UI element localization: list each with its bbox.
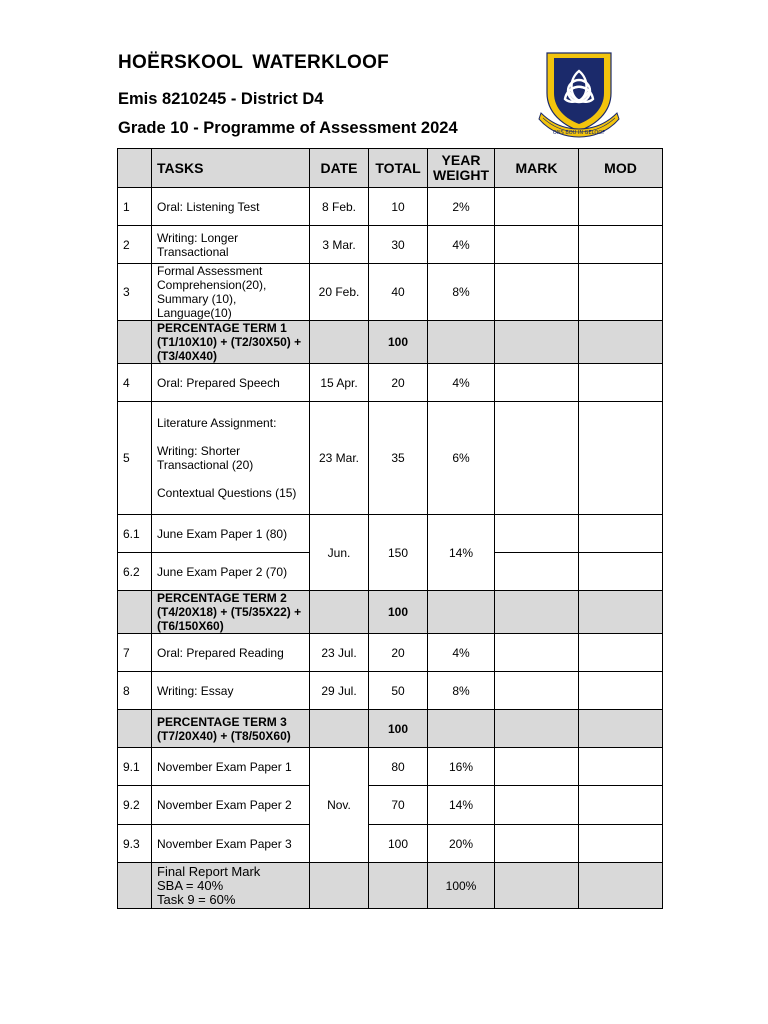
task-weight: 16% <box>428 748 495 786</box>
task-name: Oral: Prepared Speech <box>152 364 310 402</box>
mark-cell[interactable] <box>495 515 579 553</box>
task-weight: 6% <box>428 402 495 515</box>
mark-cell[interactable] <box>495 672 579 710</box>
task-total: 70 <box>369 786 428 825</box>
task-date: 15 Apr. <box>310 364 369 402</box>
task-weight: 4% <box>428 634 495 672</box>
task-total: 150 <box>369 515 428 591</box>
mark-cell[interactable] <box>495 553 579 591</box>
mark-cell[interactable] <box>495 321 579 364</box>
mark-cell[interactable] <box>495 863 579 909</box>
mod-cell[interactable] <box>579 515 663 553</box>
task-weight: 8% <box>428 672 495 710</box>
task-date: 20 Feb. <box>310 264 369 321</box>
task-date: 3 Mar. <box>310 226 369 264</box>
term-formula: PERCENTAGE TERM 3 (T7/20X40) + (T8/50X60) <box>152 710 310 748</box>
mod-cell[interactable] <box>579 710 663 748</box>
table-row <box>118 188 663 226</box>
header-tasks: TASKS <box>152 149 310 188</box>
term-total: 100 <box>369 321 428 364</box>
header-weight-line2: WEIGHT <box>433 167 489 183</box>
table-row <box>118 634 663 672</box>
empty-cell <box>118 591 152 634</box>
task-num: 9.1 <box>118 748 152 786</box>
task-total: 50 <box>369 672 428 710</box>
task-total: 40 <box>369 264 428 321</box>
task-weight: 4% <box>428 226 495 264</box>
task-date: 23 Jul. <box>310 634 369 672</box>
task-weight: 14% <box>428 786 495 825</box>
header-mark: MARK <box>495 149 579 188</box>
mod-cell[interactable] <box>579 553 663 591</box>
emis-district: Emis 8210245 - District D4 <box>118 90 324 108</box>
task-date: 23 Mar. <box>310 402 369 515</box>
mark-cell[interactable] <box>495 402 579 515</box>
task-num: 1 <box>118 188 152 226</box>
mod-cell[interactable] <box>579 321 663 364</box>
term-total-row <box>118 321 663 364</box>
mark-cell[interactable] <box>495 364 579 402</box>
task-weight: 8% <box>428 264 495 321</box>
mod-cell[interactable] <box>579 786 663 825</box>
task-num: 3 <box>118 264 152 321</box>
task-name: Writing: Longer Transactional <box>152 226 310 264</box>
task-total: 30 <box>369 226 428 264</box>
mod-cell[interactable] <box>579 863 663 909</box>
task-num: 8 <box>118 672 152 710</box>
mark-cell[interactable] <box>495 748 579 786</box>
task-name: Oral: Prepared Reading <box>152 634 310 672</box>
mark-cell[interactable] <box>495 825 579 863</box>
task-weight: 14% <box>428 515 495 591</box>
school-name: HOËRSKOOL WATERKLOOF <box>118 52 390 73</box>
mark-cell[interactable] <box>495 226 579 264</box>
final-line: Final Report Mark <box>157 863 261 879</box>
table-row <box>118 786 663 825</box>
empty-cell <box>310 591 369 634</box>
empty-cell <box>428 591 495 634</box>
mark-cell[interactable] <box>495 591 579 634</box>
empty-cell <box>310 710 369 748</box>
task-name <box>152 402 310 515</box>
header-num <box>118 149 152 188</box>
task-date: 29 Jul. <box>310 672 369 710</box>
header-year-weight <box>428 149 495 188</box>
mark-cell[interactable] <box>495 634 579 672</box>
empty-cell <box>118 863 152 909</box>
task-name: November Exam Paper 2 <box>152 786 310 825</box>
task-date: 8 Feb. <box>310 188 369 226</box>
task-num: 6.2 <box>118 553 152 591</box>
page-title: Grade 10 - Programme of Assessment 2024 <box>118 119 458 137</box>
header-weight-line1: YEAR <box>441 152 481 168</box>
final-weight: 100% <box>428 863 495 909</box>
mod-cell[interactable] <box>579 226 663 264</box>
term-formula: PERCENTAGE TERM 2 (T4/20X18) + (T5/35X22) + (T6/150X60) <box>152 591 310 634</box>
mod-cell[interactable] <box>579 634 663 672</box>
task-num: 5 <box>118 402 152 515</box>
final-report-label <box>152 863 310 909</box>
table-row <box>118 264 663 321</box>
task-num: 4 <box>118 364 152 402</box>
task-name: November Exam Paper 1 <box>152 748 310 786</box>
table-row <box>118 672 663 710</box>
mark-cell[interactable] <box>495 710 579 748</box>
mark-cell[interactable] <box>495 786 579 825</box>
table-header-row <box>118 149 663 188</box>
task-name: June Exam Paper 1 (80) <box>152 515 310 553</box>
mark-cell[interactable] <box>495 188 579 226</box>
task-name: Oral: Listening Test <box>152 188 310 226</box>
final-line: SBA = 40% <box>157 877 224 893</box>
header-date: DATE <box>310 149 369 188</box>
term-total: 100 <box>369 591 428 634</box>
task-total: 10 <box>369 188 428 226</box>
school-crest-icon <box>537 49 621 141</box>
mod-cell[interactable] <box>579 402 663 515</box>
task-num: 9.2 <box>118 786 152 825</box>
table-row <box>118 402 663 515</box>
mod-cell[interactable] <box>579 748 663 786</box>
table-row <box>118 748 663 786</box>
term-formula: PERCENTAGE TERM 1 (T1/10X10) + (T2/30X50) + (T3/40X40) <box>152 321 310 364</box>
mark-cell[interactable] <box>495 264 579 321</box>
task-weight: 4% <box>428 364 495 402</box>
assessment-table <box>117 148 663 909</box>
empty-cell <box>118 710 152 748</box>
empty-cell <box>369 863 428 909</box>
task-line: Writing: Shorter Transactional (20) <box>157 444 254 472</box>
term-total-row <box>118 591 663 634</box>
task-line: Contextual Questions (15) <box>157 486 297 500</box>
empty-cell <box>310 321 369 364</box>
header-mod: MOD <box>579 149 663 188</box>
empty-cell <box>118 321 152 364</box>
table-row <box>118 226 663 264</box>
mod-cell[interactable] <box>579 591 663 634</box>
mod-cell[interactable] <box>579 188 663 226</box>
task-total: 20 <box>369 634 428 672</box>
crest-motto: ONS BOU IN GELOOF <box>552 130 606 136</box>
task-name: Formal Assessment Comprehension(20), Summary (10), Language(10) <box>152 264 310 321</box>
table-row <box>118 364 663 402</box>
task-num: 9.3 <box>118 825 152 863</box>
mod-cell[interactable] <box>579 364 663 402</box>
task-total: 100 <box>369 825 428 863</box>
task-num: 6.1 <box>118 515 152 553</box>
mod-cell[interactable] <box>579 264 663 321</box>
table-row <box>118 515 663 553</box>
final-line: Task 9 = 60% <box>157 891 236 907</box>
term-total: 100 <box>369 710 428 748</box>
task-name: Writing: Essay <box>152 672 310 710</box>
mod-cell[interactable] <box>579 825 663 863</box>
task-total: 20 <box>369 364 428 402</box>
task-date: Jun. <box>310 515 369 591</box>
empty-cell <box>428 321 495 364</box>
empty-cell <box>428 710 495 748</box>
task-weight: 2% <box>428 188 495 226</box>
task-total: 35 <box>369 402 428 515</box>
term-total-row <box>118 710 663 748</box>
empty-cell <box>310 863 369 909</box>
final-report-row <box>118 863 663 909</box>
task-line: Literature Assignment: <box>157 416 277 430</box>
task-total: 80 <box>369 748 428 786</box>
table-row <box>118 825 663 863</box>
task-num: 7 <box>118 634 152 672</box>
mod-cell[interactable] <box>579 672 663 710</box>
task-num: 2 <box>118 226 152 264</box>
task-weight: 20% <box>428 825 495 863</box>
task-date: Nov. <box>310 748 369 863</box>
task-name: June Exam Paper 2 (70) <box>152 553 310 591</box>
header-total: TOTAL <box>369 149 428 188</box>
task-name: November Exam Paper 3 <box>152 825 310 863</box>
